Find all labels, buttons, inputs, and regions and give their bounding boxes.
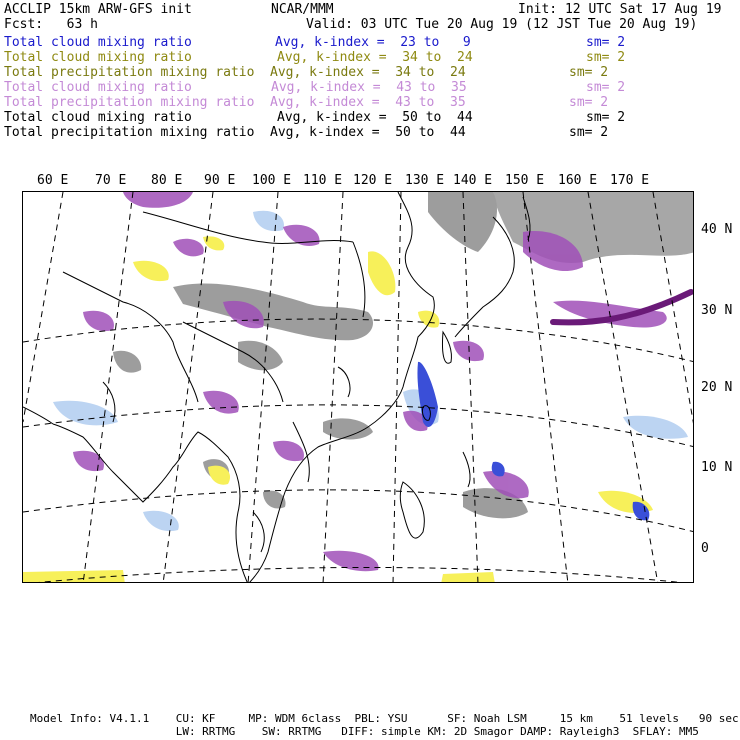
longitude-label: 130 E [405,173,445,188]
legend-smoothing: sm= 2 [586,110,626,125]
longitude-label: 80 E [151,173,183,188]
legend-smoothing: sm= 2 [586,50,626,65]
longitude-label: 150 E [505,173,545,188]
map-panel [22,191,694,583]
longitude-label: 170 E [610,173,650,188]
latitude-label: 20 N [701,380,733,395]
header-forecast: Fcst: 63 h [4,17,98,32]
latitude-label: 30 N [701,303,733,318]
longitude-label: 140 E [453,173,493,188]
legend-stat: Avg, k-index = 43 to 35 [270,95,466,110]
legend-field: Total cloud mixing ratio [4,35,192,50]
legend-smoothing: sm= 2 [586,35,626,50]
legend-field: Total precipitation mixing ratio [4,125,255,140]
longitude-label: 90 E [204,173,236,188]
legend-field: Total precipitation mixing ratio [4,65,255,80]
map-canvas [23,192,694,583]
coastlines [23,192,530,583]
legend-smoothing: sm= 2 [569,125,609,140]
legend-smoothing: sm= 2 [569,65,609,80]
legend-smoothing: sm= 2 [569,95,609,110]
legend-field: Total cloud mixing ratio [4,110,192,125]
legend-field: Total precipitation mixing ratio [4,95,255,110]
latitude-label: 0 [701,541,709,556]
longitude-label: 70 E [95,173,127,188]
gray-cloud-field [113,192,694,518]
header-init: Init: 12 UTC Sat 17 Aug 19 [518,2,722,17]
legend-stat: Avg, k-index = 50 to 44 [270,125,466,140]
footer-physics: LW: RRTMG SW: RRTMG DIFF: simple KM: 2D Smagor DAMP: Rayleigh3 SFLAY: MM5 [30,725,699,738]
header-org: NCAR/MMM [271,2,334,17]
latitude-label: 10 N [701,460,733,475]
yellow-cloud-field [23,236,653,583]
legend-field: Total cloud mixing ratio [4,50,192,65]
longitude-label: 100 E [252,173,292,188]
legend-stat: Avg, k-index = 43 to 35 [271,80,467,95]
legend-smoothing: sm= 2 [586,80,626,95]
legend-stat: Avg, k-index = 34 to 24 [270,65,466,80]
legend-stat: Avg, k-index = 50 to 44 [277,110,473,125]
legend-stat: Avg, k-index = 34 to 24 [277,50,473,65]
header-valid: Valid: 03 UTC Tue 20 Aug 19 (12 JST Tue 20 Aug 19) [306,17,698,32]
longitude-label: 60 E [37,173,69,188]
legend-field: Total cloud mixing ratio [4,80,192,95]
longitude-label: 160 E [558,173,598,188]
latitude-label: 40 N [701,222,733,237]
footer-model-info: Model Info: V4.1.1 CU: KF MP: WDM 6class PBL: YSU SF: Noah LSM 15 km 51 levels 90 sec [30,712,739,725]
longitude-label: 120 E [353,173,393,188]
longitude-label: 110 E [303,173,343,188]
header-title: ACCLIP 15km ARW-GFS init [4,2,192,17]
legend-stat: Avg, k-index = 23 to 9 [275,35,471,50]
